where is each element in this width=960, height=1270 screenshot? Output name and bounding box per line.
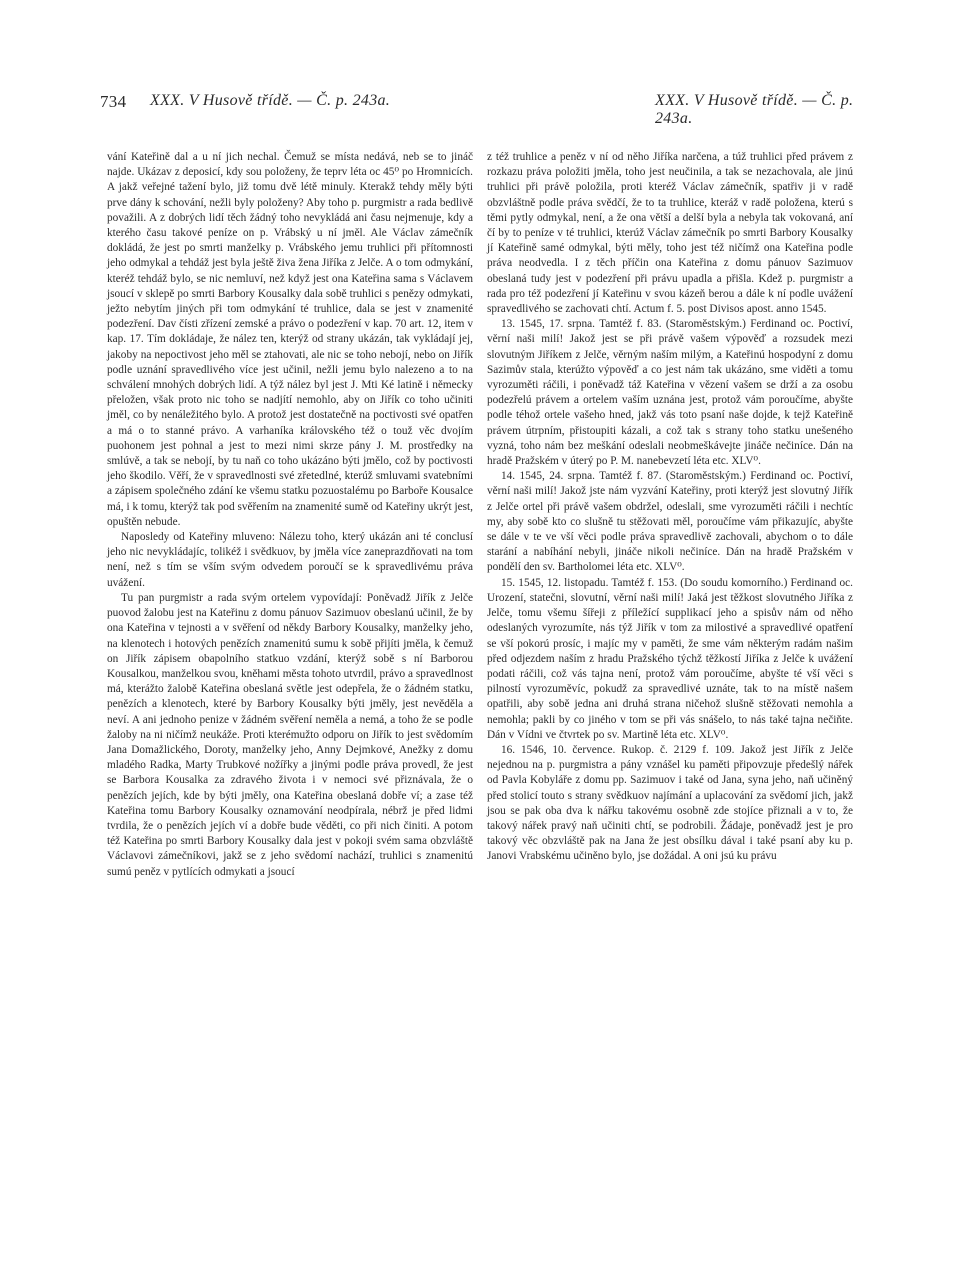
- paragraph: Tu pan purgmistr a rada svým ortelem vypovídají: Poněvadž Jiřík z Jelče puovod žalobu jest na Kateřinu z domu pánuov Sazimuov obeslanú učinil, že by ona Kateřina v tejnosti a v svěření od někdy Barbory Kousalky, manželky jeho, na klenotech i hotových penězích znamenitú sumu k sobě přijíti jměla, k čemuž on Jiřík zápisem obapolního statkuo vzdání, kterýž sobě s ní Barborou Kousalkou, manželkou svou, kněhami města tohoto utvrdil, právo a spravedlnost má, kterážto žalobě Kateřina obeslaná světle jest odepřela, že o žádném statku, penězích a klenotech, které by Barbory Kousalky býti jměly, jest nevěděla a neví. A ani jednoho penize v žádném svěření neměla a nemá, a toho že se podle žaloby na ni ničímž neukáže. Proti kterémužto odporu on Jiřík to jest svědomím Jana Domažlického, Doroty, manželky jeho, Anny Dejmkové, Anežky z domu mladého Radka, Marty Trubkové nožířky a jinými podle práva provedl, že jest se Barbora Kousalka za zdravého života i v nemoci své přiznávala, že o penězích jejích, kde by býti jměly, ona Kateřina obeslaná dobře ví; a zase též Kateřina tomu Barbory Kousalky oznamování neodpírala, nébrž je před lidmi tvrdila, že o penězích jejích ví a dobře bude věděti, co při nich činiti. A potom též Kateřina po smrti Barbory Kousalky dala jest v pokoji svém sama obzvláště Václavovi zámečníkovi, jakž se z jeho svědomí nachází, truhlici s znamenitú sumú peněz v pytlících odmykati a jsoucí: [107, 591, 473, 878]
- paragraph: 13. 1545, 17. srpna. Tamtéž f. 83. (Staroměstským.) Ferdinand oc. Poctiví, věrní naši milí! Jakož jest se při právě vašem výpověď a rozsudek mezi slovutným Jiříkem z Jelče, věrným naším milým, a Kateřinú hospodyní z domu Sazimův stala, kterúžto výpověď a co jest nám tak ukázáno, sme viděti a tomu vyrozuměti ráčili, i poněvadž táž Kateřina v vězení vašem se drží a za osobu podezřelú právem a ortelem vaším uznána jest, protož vám poroučíme, abyšte podle téhož ortele vašeho hned, jakž vás toto psaní naše dojde, k tejž Kateřině právem útrpním, přistoupiti kázali, a což tak s strany toho statku unešeného vyzná, toho nám bez meškání odeslali neobmeškávejte jináče nečiníce. Dán na hradě Pražském v úterý po P. M. nanebevzetí léta etc. XLV⁰.: [487, 318, 853, 468]
- paragraph: vání Kateřině dal a u ní jich nechal. Čemuž se místa nedává, neb se to jináč najde. Ukázav z deposicí, kdy sou položeny, že teprv léta oc 45⁰ po Hromnicích. A jakž veřejné tažení bylo, již tomu dvě létě minuly. Kterakž tehdy měly býti prve dány k schování, nežli byly položeny? Aby toho p. purgmistr a rada bedlivě považili. A z dobrých lidí těch žádný toho nevykládá ani času nejmenuje, kdy a kterého času takové peníze on p. Vrábský u ní jměl. Ale Václav zámečník dokládá, že jest po smrti manželky p. Vrábského jemu truhlici při přítomnosti jeho odmykal a tehdáž jest byla ještě živa žena Jiříka z Jelče. A o tom odmykání, kteréž tehdáž bylo, se nic nemluví, než když jest ona Kateřina sama s Václavem jsoucí v sklepě po smrti Barbory Kousalky dala sobě truhlici s penězy odmykati, ježto nebytím jiných při tom odmykání té truhlice, dala se jest v znamenité podezření. Dav čísti zřízení zemské a právo o podezření v kap. 70 art. 12, item v kap. 17. Tím dokládaje, že nález ten, kterýž od strany ukázán, tak vykládají jej, jakoby na nepoctivost jeho měl se ztahovati, ale nic se toho nebojí, nebo on Jiřík podle uznání spravedlivého více jest učinil, nežli jemu bylo nalezeno a to na schválení mnohých dobrých lidí. A týž nález byl jest J. Mti Ké latině i německy přeložen, však proto nic toho se nadjítí nemohlo, aby on Jiřík co toho učiniti jměl, co by nenáležitého bylo. A protož jest dostatečně na poctivosti své opatřen a má o to stanné právo. A varhaníka královského též o touž věc dvojím puohonem jest pohnal a jest to mezi nimi skrze pány J. M. prostředky na smlúvě, a tak se nebojí, by tu naň co toho ukázáno býti jmělo, což by poctivosti jeho škodilo. Věří, že v spravedlnosti své zřetedlné, kterúž smluvami svatebními a zápisem společného zdání ke všemu statku pozuostalému po Barboře Kousalce má, i k tomu, kterýž tak pod svěřením na znamenité sumě od Kateřiny ukrýt jest, opuštěn nebude.: [107, 151, 473, 528]
- paragraph: 14. 1545, 24. srpna. Tamtéž f. 87. (Staroměstským.) Ferdinand oc. Poctiví, věrní naši milí! Jakož jste nám vyzvání Kateřiny, proti kterýž jest slovutný Jiřík z Jelče ortel při právě vašem obdržel, odeslali, sme vyrozuměti ráčili i nechtíc my, aby sobě kto co slušně tu stěžovati měl, poroučíme vám přikazujíc, abyšte se dále v te ve vší věci podle práva spravedlivě zachovali, abychom o to dále starání a nabíhání nebyli, jináče nikoli nečiníce. Dán na hradě Pražském v pondělí den sv. Bartholomei léta etc. XLV⁰.: [487, 470, 853, 574]
- running-header: [100, 92, 860, 127]
- right-column: [487, 150, 853, 865]
- running-title-left: XXX. V Husově třídě. — Č. p. 243a.: [150, 92, 391, 109]
- paragraph: 15. 1545, 12. listopadu. Tamtéž f. 153. (Do soudu komorního.) Ferdinand oc. Urození, statečni, slovutní, věrní naši milí! Jaká jest těžkost slovutného Jiříka z Jelče, tomu všemu šířeji z příležící supplikací jeho a spisův nám od něho odeslaných vyrozumíte, nás týž Jiřík v tom za milostivé a spravedlivé opatření se vší pokorú prosíc, i majíc my v paměti, že sme vám některým radám našim před odjezdem naším z hradu Pražského týchž těžkostí Jiříka z Jelče k uvážení podati ráčili, což vás tajna není, protož vám poroučíme, abyšte té vší věci s pilností vyrozuměvíc, pokudž za spravedlivé uznáte, tak to na místě našem opatřili, aby sobě jedna ani druhá strana ničehož slušně stěžovati nemohla a nemohla; pakli by co jiného v tom se při vás snášelo, to nás také tajna nečiňte. Dán v Vídni ve čtvrtek po sv. Martině léta etc. XLV⁰.: [487, 576, 853, 741]
- paragraph: 16. 1546, 10. července. Rukop. č. 2129 f. 109. Jakož jest Jiřík z Jelče nejednou na p. purgmistra a pány vznášel ku paměti připovzuje předešlý nářek od Pavla Kobyláře z domu pp. Sazimuov i také od Jana, syna jeho, naň učiněný před stolicí touto s strany svědkuov najímání a uplacování za svědomí jich, jakž jsou se pak oba dva k nářku takovému osobně zde stojíce přiznali a v to, že takový nářek pravý naň učiniti chtí, se podrobili. Žádaje, poněvadž jest je pro takový věc obzvláště pak na Jana že jest obsílku dával i také psaní aby ku p. Janovi Vrabskému učiněno bylo, jse dožádal. A oni jsú ku právu: [487, 743, 853, 863]
- page-number: 734: [100, 92, 127, 111]
- running-title-right: XXX. V Husově třídě. — Č. p. 243a.: [655, 92, 854, 127]
- left-column: [107, 150, 473, 880]
- paragraph: z též truhlice a peněz v ní od něho Jiříka narčena, a túž truhlici před právem z rozkazu práva položiti jměla, toho jest neučinila, a tak se nezachovala, ale jinú truhlici při právě položila, proti kteréž Václav zámečník, spatřiv ji v radě obzvláštně podle práva svědčí, že to ta truhlice, kteráž v radě položena, kterú s těmi pytly odmykal, není, a že ona větší a delší byla a nebyla tak vokovaná, aní čí by to peníze v té truhlici, kterúž Václav zámečník po smrti Barbory Kousalky jí Kateřině samé odmykal, býti měly, toho jest též ničímž ona Kateřina podle práva neodvedla. I z těch příčin ona Kateřina z domu pánuov Sazimuov obeslaná tudy jest v podezření při právu upadla a přišla. Kdež p. purgmistr a rada pro též podezření jí Kateřinu v svou kázeň berou a dále k ní podle uvážení spravedlivého se zachovati chtí. Actum f. 5. post Divisos apost. anno 1545.: [487, 151, 853, 316]
- paragraph: Naposledy od Kateřiny mluveno: Nálezu toho, který ukázán ani té conclusí jeho nic nevykládajíc, tolikéž i svědkuov, by jměla více zaneprazdňovati na tom není, než s tím se vším svým odvedem poroučí se k spravedlivému práva uvážení.: [107, 531, 473, 589]
